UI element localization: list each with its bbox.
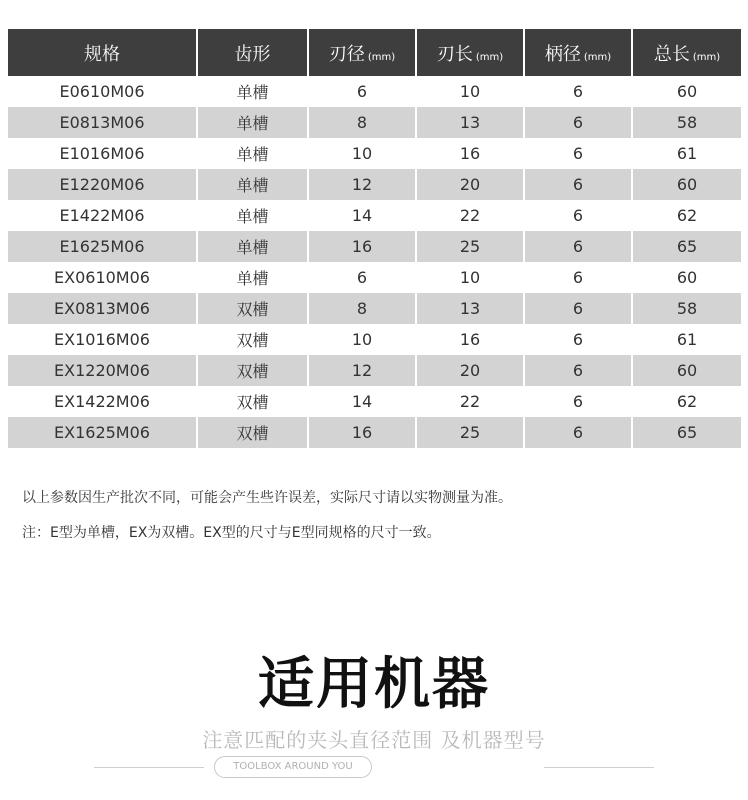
- table-cell: 62: [632, 386, 741, 417]
- table-cell: 12: [308, 169, 416, 200]
- table-cell: 6: [524, 169, 632, 200]
- table-cell: 6: [524, 76, 632, 107]
- table-row: [8, 138, 741, 169]
- table-cell: 60: [632, 355, 741, 386]
- table-cell: 61: [632, 138, 741, 169]
- table-cell: EX1220M06: [8, 355, 197, 386]
- header-tooth-form: [197, 29, 308, 76]
- table-cell: 6: [524, 386, 632, 417]
- table-cell: 6: [524, 293, 632, 324]
- brand-badge-row: [0, 756, 748, 778]
- header-unit: (mm): [475, 51, 504, 63]
- table-cell: 单槽: [197, 262, 308, 293]
- table-cell: 6: [308, 262, 416, 293]
- header-blade-length: [416, 29, 524, 76]
- table-cell: E0610M06: [8, 76, 197, 107]
- table-cell: 6: [524, 107, 632, 138]
- header-total-length: [632, 29, 741, 76]
- table-cell: 6: [524, 138, 632, 169]
- table-cell: 65: [632, 231, 741, 262]
- table-cell: EX0610M06: [8, 262, 197, 293]
- section-subtitle: 注意匹配的夹头直径范围 及机器型号: [202, 728, 546, 752]
- header-label: 柄径: [544, 43, 581, 65]
- table-cell: 16: [416, 324, 524, 355]
- table-cell: 双槽: [197, 386, 308, 417]
- header-label: 齿形: [234, 43, 271, 65]
- header-label: 规格: [84, 43, 120, 65]
- table-row: [8, 107, 741, 138]
- table-cell: 单槽: [197, 107, 308, 138]
- table-cell: 6: [524, 324, 632, 355]
- table-cell: 22: [416, 386, 524, 417]
- header-label: 刃长: [436, 43, 473, 65]
- table-cell: 8: [308, 107, 416, 138]
- table-row: [8, 76, 741, 107]
- spec-table: [8, 29, 741, 448]
- table-row: [8, 262, 741, 293]
- table-cell: 双槽: [197, 324, 308, 355]
- table-cell: E1625M06: [8, 231, 197, 262]
- table-cell: 双槽: [197, 293, 308, 324]
- table-row: [8, 231, 741, 262]
- table-cell: 双槽: [197, 417, 308, 448]
- table-row: [8, 417, 741, 448]
- table-cell: 62: [632, 200, 741, 231]
- table-cell: EX0813M06: [8, 293, 197, 324]
- table-row: [8, 169, 741, 200]
- table-cell: 6: [524, 200, 632, 231]
- header-spec: [8, 29, 197, 76]
- table-cell: 10: [308, 324, 416, 355]
- table-cell: 单槽: [197, 231, 308, 262]
- table-row: [8, 324, 741, 355]
- divider-left: [94, 767, 204, 768]
- table-row: [8, 386, 741, 417]
- header-label: 刃径: [328, 43, 365, 65]
- table-cell: 双槽: [197, 355, 308, 386]
- table-cell: 60: [632, 169, 741, 200]
- table-cell: 6: [524, 231, 632, 262]
- table-cell: EX1625M06: [8, 417, 197, 448]
- table-cell: 58: [632, 293, 741, 324]
- table-cell: 13: [416, 293, 524, 324]
- table-cell: 25: [416, 231, 524, 262]
- table-cell: 10: [416, 262, 524, 293]
- header-unit: (mm): [692, 51, 721, 63]
- table-cell: 12: [308, 355, 416, 386]
- table-cell: 6: [308, 76, 416, 107]
- table-cell: 13: [416, 107, 524, 138]
- table-cell: 6: [524, 262, 632, 293]
- table-cell: 10: [308, 138, 416, 169]
- table-cell: 16: [308, 417, 416, 448]
- table-cell: 20: [416, 355, 524, 386]
- table-cell: 单槽: [197, 138, 308, 169]
- table-cell: 60: [632, 262, 741, 293]
- table-cell: 61: [632, 324, 741, 355]
- table-cell: 14: [308, 200, 416, 231]
- table-cell: 单槽: [197, 169, 308, 200]
- table-cell: 65: [632, 417, 741, 448]
- table-row: [8, 293, 741, 324]
- table-cell: 16: [308, 231, 416, 262]
- table-cell: 单槽: [197, 200, 308, 231]
- table-cell: E1016M06: [8, 138, 197, 169]
- table-cell: 8: [308, 293, 416, 324]
- section-title: 适用机器: [258, 652, 490, 717]
- table-cell: 25: [416, 417, 524, 448]
- table-row: [8, 200, 741, 231]
- table-cell: E0813M06: [8, 107, 197, 138]
- table-cell: EX1422M06: [8, 386, 197, 417]
- table-cell: EX1016M06: [8, 324, 197, 355]
- header-label: 总长: [653, 43, 690, 65]
- table-cell: 22: [416, 200, 524, 231]
- brand-badge: TOOLBOX AROUND YOU: [214, 756, 372, 778]
- table-cell: 6: [524, 417, 632, 448]
- table-row: [8, 355, 741, 386]
- table-cell: 58: [632, 107, 741, 138]
- table-cell: 6: [524, 355, 632, 386]
- table-cell: E1220M06: [8, 169, 197, 200]
- table-cell: 14: [308, 386, 416, 417]
- spec-table-body: [8, 76, 741, 448]
- header-shank-diameter: [524, 29, 632, 76]
- divider-right: [544, 767, 654, 768]
- table-cell: E1422M06: [8, 200, 197, 231]
- table-cell: 10: [416, 76, 524, 107]
- table-cell: 20: [416, 169, 524, 200]
- table-cell: 16: [416, 138, 524, 169]
- table-header-row: [8, 29, 741, 76]
- header-unit: (mm): [583, 51, 612, 63]
- table-cell: 60: [632, 76, 741, 107]
- header-unit: (mm): [367, 51, 396, 63]
- table-cell: 单槽: [197, 76, 308, 107]
- note-type-explanation: 注：E型为单槽，EX为双槽。EX型的尺寸与E型同规格的尺寸一致。: [22, 525, 441, 541]
- header-blade-diameter: [308, 29, 416, 76]
- note-tolerance: 以上参数因生产批次不同，可能会产生些许误差，实际尺寸请以实物测量为准。: [22, 490, 512, 506]
